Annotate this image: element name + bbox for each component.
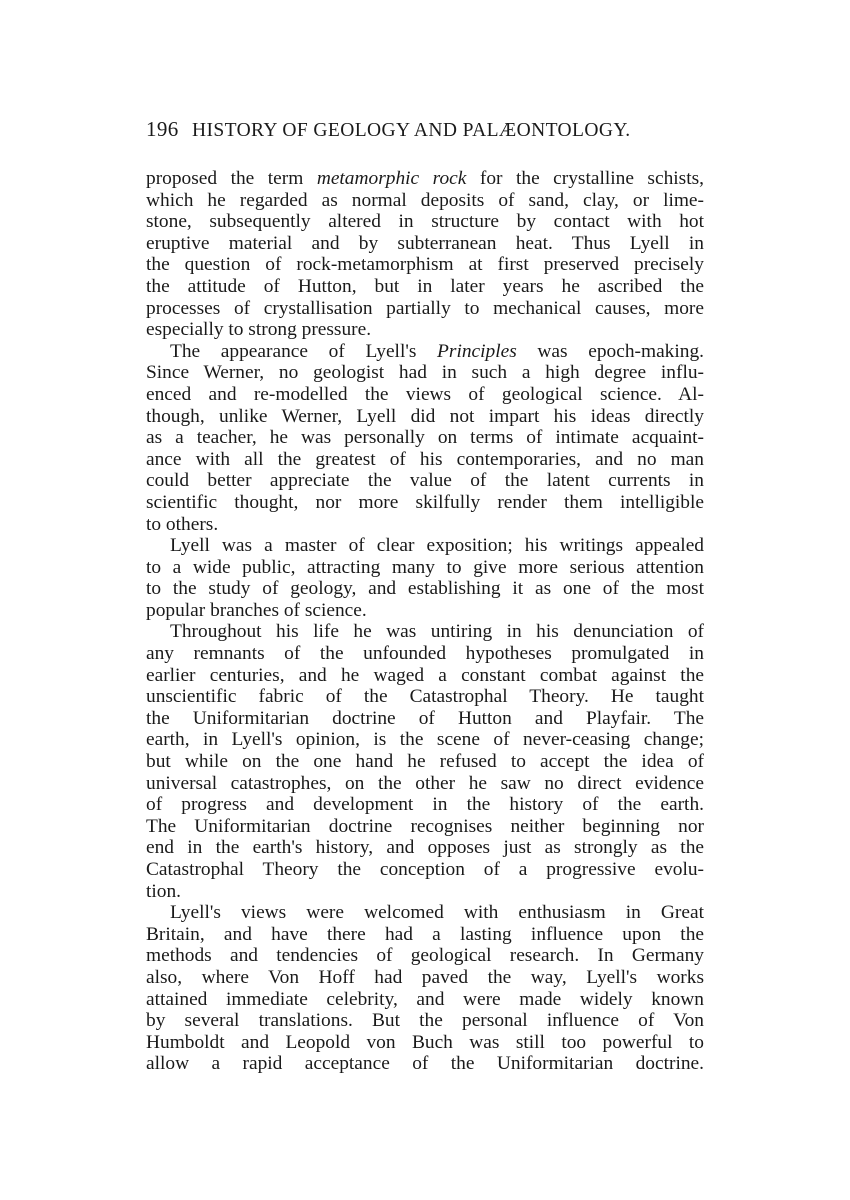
running-head [146, 117, 706, 142]
text-line: though, unlike Werner, Lyell did not impart his ideas directly [146, 405, 704, 427]
text-line: eruptive material and by subterranean heat. Thus Lyell in [146, 232, 704, 254]
text-line: earth, in Lyell's opinion, is the scene of never-ceasing change; [146, 729, 704, 751]
text-line: Throughout his life he was untiring in his denunciation of [170, 621, 704, 643]
running-head-title: HISTORY OF GEOLOGY AND PALÆONTOLOGY. [191, 120, 631, 141]
text-line: as a teacher, he was personally on terms of intimate acquaint- [146, 427, 704, 449]
text-line: Lyell was a master of clear exposition; his writings appealed [170, 535, 704, 557]
emphasis-term: metamorphic rock [316, 168, 467, 189]
text-line: enced and re-modelled the views of geological science. Al- [146, 383, 704, 405]
text-line: unscientific fabric of the Catastrophal Theory. He taught [146, 686, 704, 708]
text-line: which he regarded as normal deposits of sand, clay, or lime- [146, 189, 704, 211]
text-line: scientific thought, nor more skilfully render them intelligible [146, 491, 704, 513]
text-line: especially to strong pressure. [146, 319, 372, 341]
text-line: stone, subsequently altered in structure by contact with hot [146, 211, 704, 233]
text-line: to others. [146, 513, 219, 535]
text-line: The appearance of Lyell's Principles was epoch-making. [170, 340, 705, 362]
text-line: attained immediate celebrity, and were made widely known [146, 988, 704, 1010]
text-line: allow a rapid acceptance of the Uniformitarian doctrine. [146, 1053, 704, 1075]
text-line: the Uniformitarian doctrine of Hutton and Playfair. The [146, 707, 704, 729]
text-line: proposed the term metamorphic rock for the crystalline schists, [146, 168, 704, 189]
text-line: the attitude of Hutton, but in later years he ascribed the [146, 275, 704, 297]
text-line: processes of crystallisation partially to mechanical causes, more [146, 297, 704, 319]
text-line: Humboldt and Leopold von Buch was still too powerful to [146, 1031, 704, 1053]
text-line: to the study of geology, and establishing it as one of the most [146, 578, 704, 600]
text-line: methods and tendencies of geological research. In Germany [146, 945, 704, 967]
text-line: by several translations. But the personal influence of Von [146, 1010, 704, 1032]
text-line: end in the earth's history, and opposes just as strongly as the [146, 837, 704, 859]
text-line: but while on the one hand he refused to accept the idea of [146, 751, 704, 773]
text-line: tion. [146, 880, 182, 902]
body-text [146, 168, 704, 1075]
text-line: The Uniformitarian doctrine recognises neither beginning nor [146, 815, 704, 837]
text-line: any remnants of the unfounded hypotheses promulgated in [146, 643, 704, 665]
text-line: Lyell's views were welcomed with enthusiasm in Great [170, 902, 704, 924]
text-line: Britain, and have there had a lasting influence upon the [146, 923, 704, 945]
text-line: could better appreciate the value of the latent currents in [146, 470, 704, 492]
text-line: earlier centuries, and he waged a constant combat against the [146, 664, 704, 686]
text-line: universal catastrophes, on the other he saw no direct evidence [146, 772, 704, 794]
text-line: to a wide public, attracting many to give more serious attention [146, 556, 704, 578]
text-line: Catastrophal Theory the conception of a progressive evolu- [146, 859, 704, 880]
page-number: 196 [146, 117, 179, 141]
emphasis-title: Principles [437, 340, 517, 362]
text-line: of progress and development in the history of the earth. [146, 794, 704, 816]
text-line: Since Werner, no geologist had in such a high degree influ- [146, 362, 704, 384]
text-line: ance with all the greatest of his contemporaries, and no man [146, 448, 704, 470]
text-line: the question of rock-metamorphism at first preserved precisely [146, 254, 704, 276]
text-line: popular branches of science. [146, 599, 367, 621]
text-line: also, where Von Hoff had paved the way, Lyell's works [146, 966, 704, 988]
